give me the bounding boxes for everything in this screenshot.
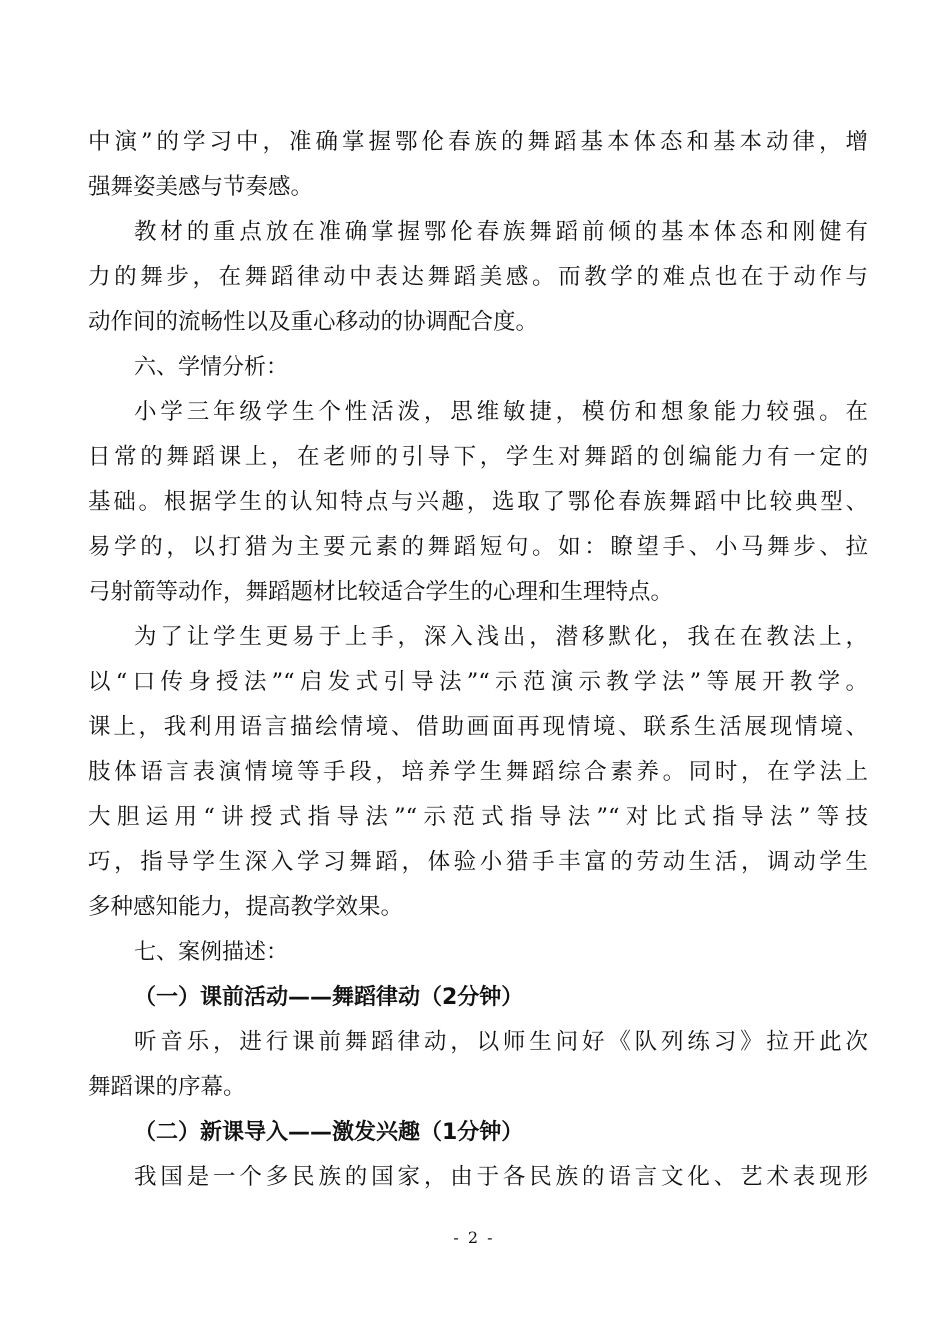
text-line: 弓射箭等动作，舞蹈题材比较适合学生的心理和生理特点。	[88, 579, 674, 605]
text-line: 大胆运用“讲授式指导法”“示范式指导法”“对比式指导法”等技	[88, 804, 868, 830]
section-heading: 七、案例描述：	[134, 940, 289, 965]
text-line: 以“口传身授法”“启发式引导法”“示范演示教学法”等展开教学。	[88, 669, 868, 695]
text-line: 小学三年级学生个性活泼，思维敏捷，模仿和想象能力较强。在	[134, 399, 868, 425]
text-line: 为了让学生更易于上手，深入浅出，潜移默化，我在在教法上，	[134, 624, 868, 650]
text-line: 课上，我利用语言描绘情境、借助画面再现情境、联系生活展现情境、	[88, 714, 868, 740]
subsection-heading: （一）课前活动——舞蹈律动（2分钟）	[134, 985, 524, 1010]
text-line: 基础。根据学生的认知特点与兴趣，选取了鄂伦春族舞蹈中比较典型、	[88, 489, 868, 515]
text-line: 中演”的学习中，准确掌握鄂伦春族的舞蹈基本体态和基本动律，增	[88, 129, 868, 155]
paragraph	[88, 1155, 868, 1200]
text-line: 舞蹈课的序幕。	[88, 1074, 246, 1100]
text-line: 我国是一个多民族的国家，由于各民族的语言文化、艺术表现形	[134, 1164, 868, 1190]
document-body	[88, 120, 868, 1200]
text-line: 肢体语言表演情境等手段，培养学生舞蹈综合素养。同时，在学法上	[88, 759, 868, 785]
text-line: 听音乐，进行课前舞蹈律动，以师生问好《队列练习》拉开此次	[134, 1029, 868, 1055]
text-line: 多种感知能力，提高教学效果。	[88, 894, 404, 920]
paragraph	[88, 615, 868, 930]
text-line: 易学的，以打猎为主要元素的舞蹈短句。如：瞭望手、小马舞步、拉	[88, 534, 868, 560]
paragraph	[88, 120, 868, 210]
text-line: 教材的重点放在准确掌握鄂伦春族舞蹈前倾的基本体态和刚健有	[134, 219, 868, 245]
subsection-heading: （二）新课导入——激发兴趣（1分钟）	[134, 1120, 524, 1145]
paragraph	[88, 1020, 868, 1110]
paragraph	[88, 390, 868, 615]
text-line: 强舞姿美感与节奏感。	[88, 174, 314, 200]
text-line: 力的舞步，在舞蹈律动中表达舞蹈美感。而教学的难点也在于动作与	[88, 264, 868, 290]
page-number: - 2 -	[453, 1228, 495, 1247]
section-heading: 六、学情分析：	[134, 355, 289, 380]
text-line: 日常的舞蹈课上，在老师的引导下，学生对舞蹈的创编能力有一定的	[88, 444, 868, 470]
text-line: 巧，指导学生深入学习舞蹈，体验小猎手丰富的劳动生活，调动学生	[88, 849, 868, 875]
text-line: 动作间的流畅性以及重心移动的协调配合度。	[88, 309, 539, 335]
paragraph	[88, 210, 868, 345]
